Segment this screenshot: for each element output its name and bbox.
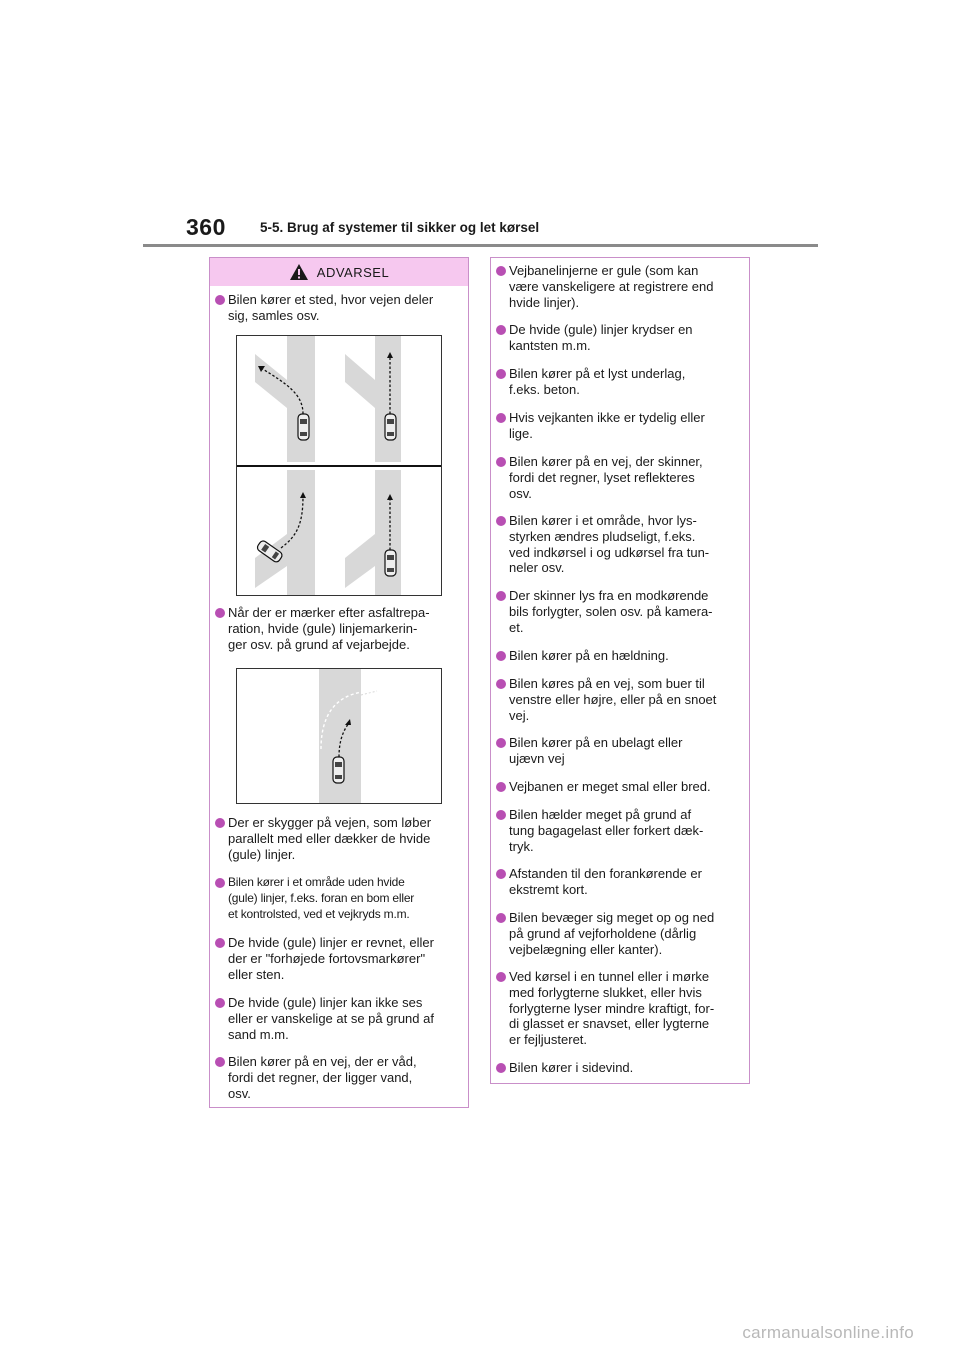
warning-box-right [490,257,750,1084]
bullet-icon [496,369,506,379]
bullet-icon [496,782,506,792]
warning-item [495,454,743,501]
warning-item [495,735,743,767]
bullet-icon [496,738,506,748]
bullet-icon [496,516,506,526]
bullet-icon [215,998,225,1008]
warning-item [495,866,743,898]
bullet-icon [215,295,225,305]
warning-item [495,366,743,398]
car-icon [333,757,344,783]
warning-item-text: De hvide (gule) linjer er revnet, eller der er "forhøjede fortovsmarkører" eller sten. [228,935,434,982]
bullet-icon [496,591,506,601]
bullet-icon [496,457,506,467]
warning-item [495,807,743,854]
warning-triangle-icon [289,263,309,281]
warning-item [214,875,462,922]
warning-item-text: Bilen kører i et område uden hvide (gule) linjer, f.eks. foran en bom eller et kontrolsted, ved et vejkryds m.m. [228,875,415,921]
warning-item-text: Der er skygger på vejen, som løber parallelt med eller dækker de hvide (gule) linjer. [228,815,432,862]
warning-item-text: Bilen bevæger sig meget op og ned på grund af vejforholdene (dårlig vejbelægning eller kanter). [509,910,715,957]
warning-item [495,513,743,576]
warning-item [495,410,743,442]
warning-item-text: Hvis vejkanten ikke er tydelig eller lige. [509,410,705,441]
warning-item-text: Bilen kører på en hældning. [509,648,669,663]
car-icon [385,550,396,576]
warning-item-text: Afstanden til den forankørende er ekstremt kort. [509,866,702,897]
warning-item [495,779,743,795]
warning-item [214,815,462,862]
bullet-icon [215,1057,225,1067]
warning-item-text: Bilen køres på en vej, som buer til venstre eller højre, eller på en snoet vej. [509,676,717,723]
car-icon [385,414,396,440]
warning-item [214,292,462,324]
warning-item-text: Bilen kører i sidevind. [509,1060,634,1075]
warning-item [495,322,743,354]
page-number: 360 [186,214,226,240]
bullet-icon [215,938,225,948]
bullet-icon [496,972,506,982]
warning-item-text: Bilen kører i et område, hvor lys- styrken ændres pludseligt, f.eks. ved indkørsel i og udkørsel fra tun- neler osv. [509,513,710,576]
warning-item-text: Bilen kører på en ubelagt eller ujævn vej [509,735,683,766]
road-split-merge-illustration [236,335,442,596]
warning-item-text: Bilen hælder meget på grund af tung bagagelast eller forkert dæk- tryk. [509,807,704,854]
bullet-icon [496,651,506,661]
warning-item-text: De hvide (gule) linjer kan ikke ses eller er vanskelige at se på grund af sand m.m. [228,995,434,1042]
warning-item-text: Bilen kører på et lyst underlag, f.eks. beton. [509,366,686,397]
header-divider [143,244,818,247]
warning-item-text: Bilen kører på en vej, der er våd, fordi det regner, der ligger vand, osv. [228,1054,417,1101]
warning-item [214,995,462,1042]
bullet-icon [496,810,506,820]
bullet-icon [496,1063,506,1073]
warning-item-text: Vejbanelinjerne er gule (som kan være vanskeligere at registrere end hvide linjer). [509,263,714,310]
bullet-icon [215,818,225,828]
warning-item [495,263,743,310]
bullet-icon [496,325,506,335]
warning-item-text: Når der er mærker efter asfaltrepa- ration, hvide (gule) linjemarkerin- ger osv. på grund af vejarbejde. [228,605,430,652]
car-icon [298,414,309,440]
section-title: 5-5. Brug af systemer til sikker og let kørsel [260,220,540,235]
road-repair-marks-illustration [236,668,442,804]
warning-item [495,676,743,723]
warning-item [214,605,462,652]
warning-item [495,588,743,635]
bullet-icon [215,608,225,618]
bullet-icon [496,869,506,879]
warning-item-text: Der skinner lys fra en modkørende bils forlygter, solen osv. på kamera- et. [509,588,713,635]
warning-item [214,1054,462,1101]
warning-item [495,648,743,664]
warning-item-text: Bilen kører et sted, hvor vejen deler sig, samles osv. [228,292,434,323]
warning-item-text: De hvide (gule) linjer krydser en kantsten m.m. [509,322,693,353]
warning-header [210,258,468,286]
warning-item [495,910,743,957]
bullet-icon [496,266,506,276]
warning-item-text: Bilen kører på en vej, der skinner, fordi det regner, lyset reflekteres osv. [509,454,703,501]
bullet-icon [496,679,506,689]
warning-item [214,935,462,982]
warning-item [495,1060,743,1076]
footer-logo[interactable]: carmanualsonline.info [742,1323,914,1342]
warning-title: ADVARSEL [316,264,390,280]
warning-item-text: Vejbanen er meget smal eller bred. [509,779,711,794]
bullet-icon [496,913,506,923]
bullet-icon [496,413,506,423]
warning-item [495,969,743,1048]
warning-item-text: Ved kørsel i en tunnel eller i mørke med forlygterne slukket, eller hvis forlygterne lyser mindre kraftigt, for- di glasset er snavset, eller lygterne er fejljusteret. [509,969,715,1048]
bullet-icon [215,878,225,888]
